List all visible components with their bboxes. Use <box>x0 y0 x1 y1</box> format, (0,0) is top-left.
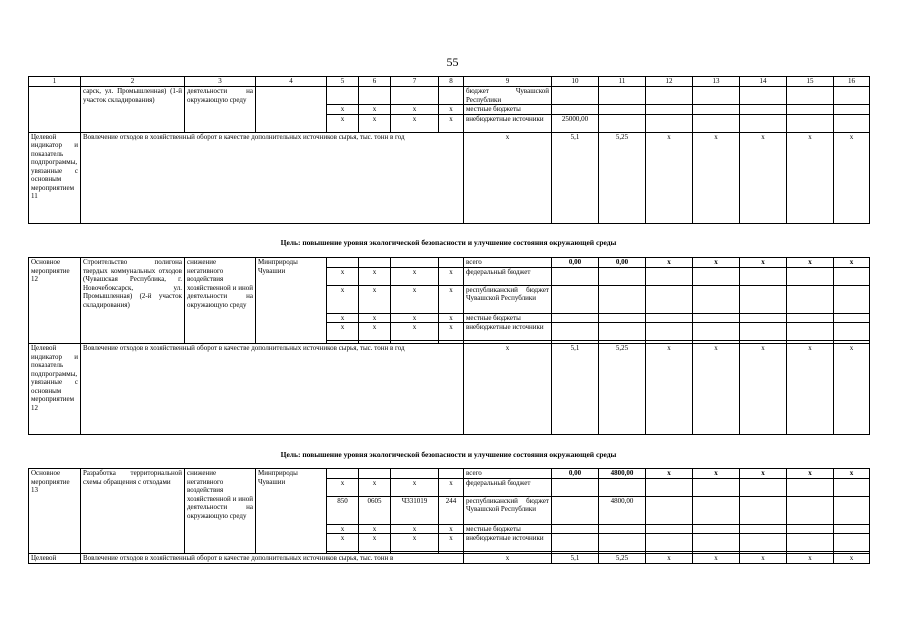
indicator-label: Целевой индикатор и показатель подпрограммы, увязанные с основным мероприятием 11 <box>29 132 81 223</box>
measure-name: Разработка территориальной схемы обращения с отходами <box>81 469 185 554</box>
indicator-text: Вовлечение отходов в хозяйственный оборот в качестве дополнительных источников сырья, тыс. тонн в <box>81 554 464 564</box>
table-row: Основное мероприятие 12 Строительство полигона твердых коммунальных отходов (Чувашская Республика, г. Новочебоксарск, ул. Промышленная) (2-й участок складирования) снижение негативного воздействия хозяйственной и иной деятельности на окружающую среду Минприроды Чувашии всего 0,00 0,00 x x x x x <box>29 258 870 268</box>
value-cell: 0,00 <box>552 469 599 479</box>
measure-effect: снижение негативного воздействия хозяйственной и иной деятельности на окружающую среду <box>185 258 256 344</box>
col-number: 2 <box>81 77 185 87</box>
goal-heading: Цель: повышение уровня экологической безопасности и улучшение состояния окружающей среды <box>280 238 617 247</box>
budget-code: 0605 <box>359 496 391 524</box>
value-cell: 5,25 <box>599 132 646 223</box>
col-number: 11 <box>599 77 646 87</box>
table-row: Основное мероприятие 13 Разработка территориальной схемы обращения с отходами снижение негативного воздействия хозяйственной и иной деятельности на окружающую среду Минприроды Чувашии всего 0,00 4800,00 x x x x x <box>29 469 870 479</box>
funding-source: всего <box>464 469 552 479</box>
value-cell: 4800,00 <box>599 469 646 479</box>
budget-code: 850 <box>327 496 359 524</box>
funding-source: местные бюджеты <box>464 524 552 534</box>
funding-source: внебюджетные источники <box>464 534 552 552</box>
table-part-3 <box>28 468 870 564</box>
budget-code: Ч331019 <box>391 496 439 524</box>
value-cell: 5,25 <box>599 344 646 435</box>
funding-source: республиканский бюджет Чувашской Республики <box>464 496 552 524</box>
indicator-text: Вовлечение отходов в хозяйственный оборот в качестве дополнительных источников сырья, тыс. тонн в год <box>81 132 464 223</box>
measure-name: Строительство полигона твердых коммунальных отходов (Чувашская Республика, г. Новочебоксарск, ул. Промышленная) (2-й участок складирования) <box>81 258 185 344</box>
indicator-row: Целевой индикатор и показатель подпрограммы, увязанные с основным мероприятием 12 Вовлечение отходов в хозяйственный оборот в качестве дополнительных источников сырья, тыс. тонн в год x 5,1 5,25 x x x x x <box>29 344 870 435</box>
indicator-label: Целевой <box>29 554 81 564</box>
measure-label: Основное мероприятие 12 <box>29 258 81 344</box>
page-number: 55 <box>446 55 459 69</box>
indicator-label: Целевой индикатор и показатель подпрограммы, увязанные с основным мероприятием 12 <box>29 344 81 435</box>
value-cell: 25000,00 <box>552 114 599 132</box>
col-number: 15 <box>787 77 834 87</box>
col-number: 12 <box>646 77 693 87</box>
table-row <box>29 87 870 105</box>
table-row: x x x x федеральный бюджет <box>29 478 870 496</box>
table-row: x x x x республиканский бюджет Чувашской Республики <box>29 285 870 313</box>
table-row: x x x x местные бюджеты <box>29 524 870 534</box>
funding-source: федеральный бюджет <box>464 478 552 496</box>
col-number: 3 <box>185 77 256 87</box>
header-row <box>29 77 870 87</box>
funding-source: всего <box>464 258 552 268</box>
col-number: 14 <box>740 77 787 87</box>
indicator-row: Целевой индикатор и показатель подпрограммы, увязанные с основным мероприятием 11 Вовлечение отходов в хозяйственный оборот в качестве дополнительных источников сырья, тыс. тонн в год x 5,1 5,25 x x x x x <box>29 132 870 223</box>
col-number: 1 <box>29 77 81 87</box>
value-cell: 5,25 <box>599 554 646 564</box>
value-cell: 5,1 <box>552 554 599 564</box>
table-part-1 <box>28 76 870 224</box>
table-row: x x x x внебюджетные источники <box>29 323 870 341</box>
budget-code: 244 <box>439 496 464 524</box>
measure-executor: Минприроды Чувашии <box>256 469 327 554</box>
col-number: 7 <box>391 77 439 87</box>
measure-effect-cont: деятельности на окружающую среду <box>185 87 256 133</box>
value-cell: 0,00 <box>599 258 646 268</box>
table-row: x x x x местные бюджеты <box>29 313 870 323</box>
funding-source: внебюджетные источники <box>464 114 552 132</box>
funding-source: республиканский бюджет Чувашской Республики <box>464 285 552 313</box>
measure-label: Основное мероприятие 13 <box>29 469 81 554</box>
indicator-text: Вовлечение отходов в хозяйственный оборот в качестве дополнительных источников сырья, тыс. тонн в год <box>81 344 464 435</box>
col-number: 10 <box>552 77 599 87</box>
measure-effect: снижение негативного воздействия хозяйственной и иной деятельности на окружающую среду <box>185 469 256 554</box>
value-cell: 5,1 <box>552 132 599 223</box>
measure-executor: Минприроды Чувашии <box>256 258 327 344</box>
funding-source: местные бюджеты <box>464 313 552 323</box>
funding-source: федеральный бюджет <box>464 267 552 285</box>
table-row: x x x x местные бюджеты <box>29 105 870 115</box>
col-number: 9 <box>464 77 552 87</box>
col-number: 6 <box>359 77 391 87</box>
table-row: x x x x федеральный бюджет <box>29 267 870 285</box>
col-number: 5 <box>327 77 359 87</box>
col-number: 8 <box>439 77 464 87</box>
funding-source: внебюджетные источники <box>464 323 552 341</box>
table-row: x x x x внебюджетные источники 25000,00 <box>29 114 870 132</box>
indicator-row: Целевой Вовлечение отходов в хозяйственный оборот в качестве дополнительных источников сырья, тыс. тонн в x 5,1 5,25 x x x x x <box>29 554 870 564</box>
col-number: 16 <box>834 77 870 87</box>
value-cell: 5,1 <box>552 344 599 435</box>
table-row: x x x x внебюджетные источники <box>29 534 870 552</box>
value-cell: 4800,00 <box>599 496 646 524</box>
funding-source: местные бюджеты <box>464 105 552 115</box>
value-cell: 0,00 <box>552 258 599 268</box>
col-number: 4 <box>256 77 327 87</box>
funding-source: бюджет Чувашской Республики <box>464 87 552 105</box>
col-number: 13 <box>693 77 740 87</box>
goal-heading: Цель: повышение уровня экологической безопасности и улучшение состояния окружающей среды <box>280 450 617 459</box>
measure-name-cont: сарск, ул. Промышленная) (1-й участок складирования) <box>81 87 185 133</box>
table-part-2 <box>28 257 870 435</box>
